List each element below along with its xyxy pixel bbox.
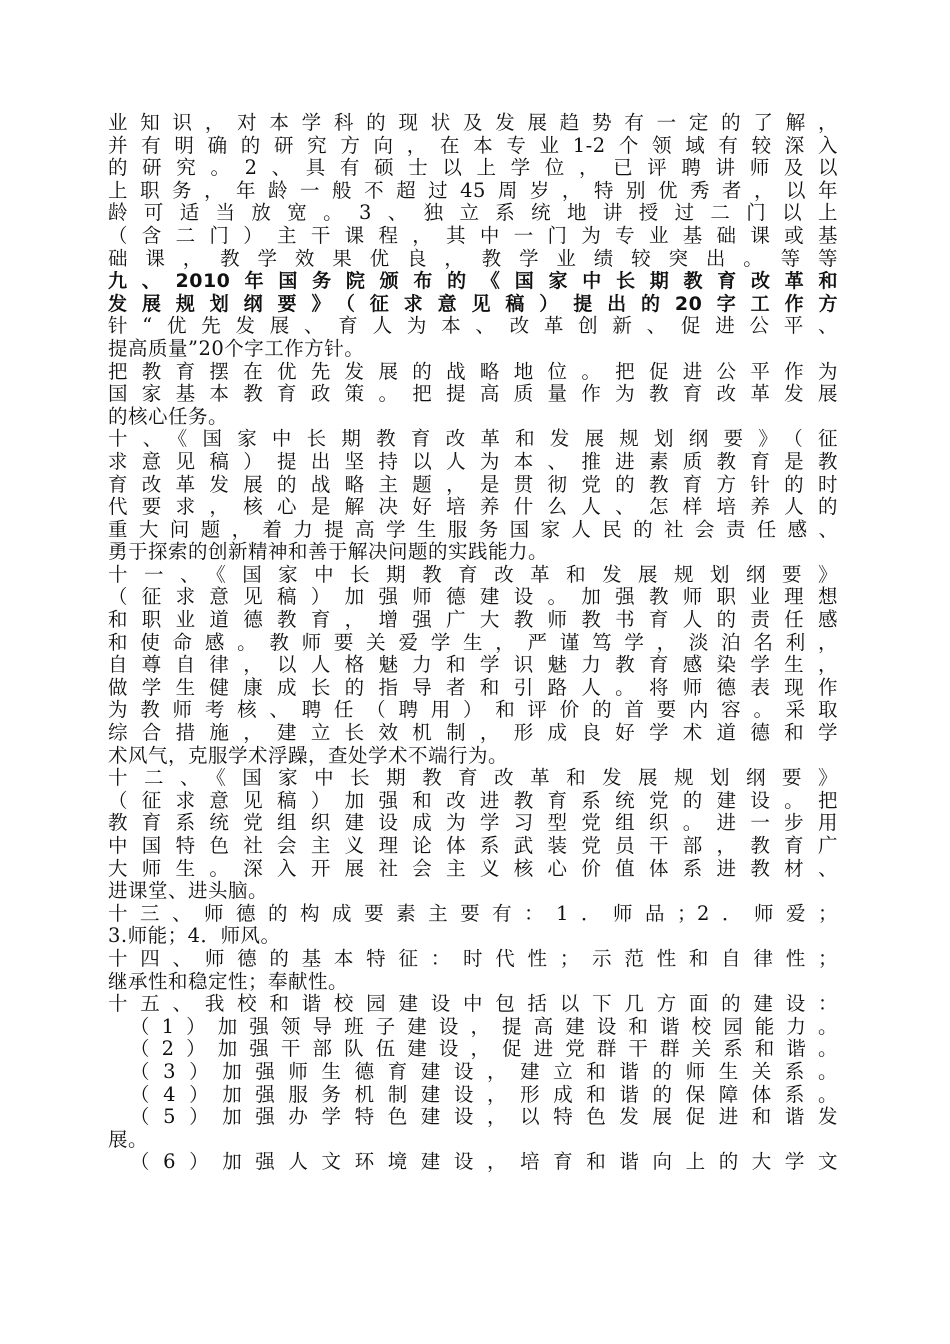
text-line: 进课堂、进头脑。 bbox=[108, 880, 269, 903]
text-line: 并有明确的研究方向，在本专业1-2个领域有较深入 bbox=[108, 134, 838, 157]
list-item: （4）加强服务机制建设，形成和谐的保障体系。 bbox=[130, 1083, 838, 1106]
section-heading-13: 十三、师德的构成要素主要有：1．师品；2．师爱； bbox=[108, 902, 838, 925]
section-heading-10: 十、《国家中长期教育改革和发展规划纲要》（征 bbox=[108, 428, 838, 451]
text-line: 础课，教学效果优良，教学业绩较突出。等等 bbox=[108, 247, 838, 270]
text-line: （征求意见稿）加强师德建设。加强教师职业理想 bbox=[108, 586, 838, 609]
section-heading-12: 十二、《国家中长期教育改革和发展规划纲要》 bbox=[108, 767, 838, 790]
text-line: 自尊自律，以人格魅力和学识魅力教育感染学生， bbox=[108, 654, 838, 677]
text-line: 龄可适当放宽。3、独立系统地讲授过二门以上 bbox=[108, 202, 838, 225]
text-line: （征求意见稿）加强和改进教育系统党的建设。把 bbox=[108, 789, 838, 812]
list-item: （6）加强人文环境建设，培育和谐向上的大学文 bbox=[130, 1151, 838, 1174]
text-line: 求意见稿）提出坚持以人为本、推进素质教育是教 bbox=[108, 450, 838, 473]
list-item: （2）加强干部队伍建设，促进党群干群关系和谐。 bbox=[130, 1038, 838, 1061]
text-line: 的研究。2、具有硕士以上学位，已评聘讲师及以 bbox=[108, 157, 838, 180]
text-line: 针“优先发展、育人为本、改革创新、促进公平、 bbox=[108, 315, 838, 338]
list-item: （5）加强办学特色建设，以特色发展促进和谐发 bbox=[130, 1106, 838, 1129]
text-line: 教育系统党组织建设成为学习型党组织。进一步用 bbox=[108, 812, 838, 835]
text-line: 术风气，克服学术浮躁，查处学术不端行为。 bbox=[108, 744, 509, 767]
text-line: 大师生。深入开展社会主义核心价值体系进教材、 bbox=[108, 857, 838, 880]
list-item-continuation: 展。 bbox=[108, 1128, 149, 1151]
text-line: 国家基本教育政策。把提高质量作为教育改革发展 bbox=[108, 383, 838, 406]
section-heading-9: 九、2010年国务院颁布的《国家中长期教育改革和 bbox=[108, 270, 838, 293]
text-line: 综合措施，建立长效机制，形成良好学术道德和学 bbox=[108, 722, 838, 745]
list-item: （1）加强领导班子建设，提高建设和谐校园能力。 bbox=[130, 1015, 838, 1038]
text-line: 和使命感。教师要关爱学生，严谨笃学，淡泊名利， bbox=[108, 631, 838, 654]
text-line: 中国特色社会主义理论体系武装党员干部，教育广 bbox=[108, 835, 838, 857]
list-item: （3）加强师生德育建设，建立和谐的师生关系。 bbox=[130, 1060, 838, 1083]
section-heading-15: 十五、我校和谐校园建设中包括以下几方面的建设： bbox=[108, 993, 838, 1016]
text-line: 提高质量”20个字工作方针。 bbox=[108, 337, 365, 360]
section-heading-14: 十四、师德的基本特征：时代性；示范性和自律性； bbox=[108, 947, 838, 970]
text-line: 代要求，核心是解决好培养什么人、怎样培养人的 bbox=[108, 496, 838, 519]
document-body bbox=[108, 112, 838, 1174]
text-line: 育改革发展的战略主题，是贯彻党的教育方针的时 bbox=[108, 473, 838, 496]
section-heading-11: 十一、《国家中长期教育改革和发展规划纲要》 bbox=[108, 563, 838, 586]
text-line: 重大问题，着力提高学生服务国家人民的社会责任感、 bbox=[108, 518, 838, 541]
text-line: 业知识，对本学科的现状及发展趋势有一定的了解， bbox=[108, 112, 838, 134]
text-line: 为教师考核、聘任（聘用）和评价的首要内容。采取 bbox=[108, 699, 838, 722]
text-line: 3.师能；4．师风。 bbox=[108, 925, 281, 948]
section-heading-9: 发展规划纲要》（征求意见稿）提出的20字工作方 bbox=[108, 292, 838, 315]
text-line: 上职务，年龄一般不超过45周岁，特别优秀者，以年 bbox=[108, 179, 838, 202]
text-line: 做学生健康成长的指导者和引路人。将师德表现作 bbox=[108, 676, 838, 699]
text-line: 把教育摆在优先发展的战略地位。把促进公平作为 bbox=[108, 360, 838, 383]
text-line: 继承性和稳定性；奉献性。 bbox=[108, 970, 349, 993]
text-line: 的核心任务。 bbox=[108, 405, 229, 428]
text-line: 和职业道德教育，增强广大教师教书育人的责任感 bbox=[108, 609, 838, 632]
text-line: （含二门）主干课程，其中一门为专业基础课或基 bbox=[108, 224, 838, 247]
text-line: 勇于探索的创新精神和善于解决问题的实践能力。 bbox=[108, 541, 549, 564]
